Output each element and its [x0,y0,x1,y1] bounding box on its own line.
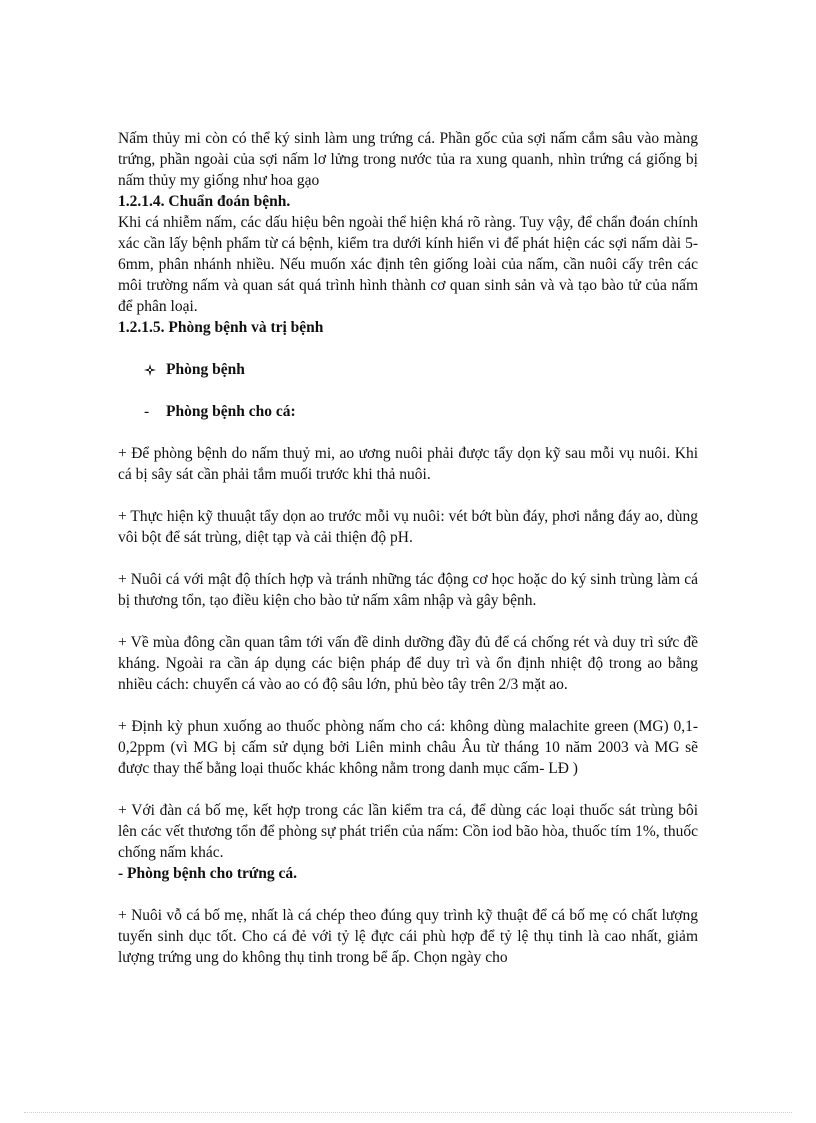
page-bottom-rule [24,1112,792,1113]
paragraph-fish-4: + Về mùa đông cần quan tâm tới vấn đề dinh dưỡng đầy đủ để cá chống rét và duy trì sức đề kháng. Ngoài ra cần áp dụng các biện pháp để duy trì và ổn định nhiệt độ trong ao bằng nhiều cách: chuyển cá vào ao có độ sâu lớn, phủ bèo tây trên 2/3 mặt ao. [118,634,698,693]
bullet-prevention [118,359,698,380]
dash-fish-label: Phòng bệnh cho cá: [166,403,296,420]
paragraph-fish-2: + Thực hiện kỹ thuuật tẩy dọn ao trước mỗi vụ nuôi: vét bớt bùn đáy, phơi nắng đáy ao, dùng vôi bột để sát trùng, diệt tạp và cải thiện độ pH. [118,508,698,546]
paragraph-diagnosis: Khi cá nhiễm nấm, các dấu hiệu bên ngoài thể hiện khá rõ ràng. Tuy vậy, để chẩn đoán chính xác cần lấy bệnh phẩm từ cá bệnh, kiểm tra dưới kính hiển vi để phát hiện các sợi nấm dài 5-6mm, phân nhánh nhiều. Nếu muốn xác định tên giống loài của nấm, cần nuôi cấy trên các môi trường nấm và quan sát quá trình hình thành cơ quan sinh sản và và tạo bào tử của nấm để phân loại. [118,214,698,315]
heading-diagnosis: 1.2.1.4. Chuẩn đoán bệnh. [118,193,291,210]
dash-fish-prevention [118,401,698,422]
dash-marker: - [144,403,150,420]
paragraph-intro: Nấm thủy mi còn có thể ký sinh làm ung trứng cá. Phần gốc của sợi nấm cắm sâu vào màng trứng, phần ngoài của sợi nấm lơ lửng trong nước tủa ra xung quanh, nhìn trứng cá giống bị nấm thủy my giống như hoa gạo [118,130,698,189]
paragraph-fish-3: + Nuôi cá với mật độ thích hợp và tránh những tác động cơ học hoặc do ký sinh trùng làm cá bị thương tổn, tạo điều kiện cho bào tử nấm xâm nhập và gây bệnh. [118,571,698,609]
bullet-prevention-label: Phòng bệnh [166,361,245,378]
paragraph-fish-1: + Để phòng bệnh do nấm thuỷ mi, ao ương nuôi phải được tẩy dọn kỹ sau mỗi vụ nuôi. Khi cá bị sây sát cần phải tắm muối trước khi thả nuôi. [118,445,698,483]
paragraph-egg-1: + Nuôi vỗ cá bố mẹ, nhất là cá chép theo đúng quy trình kỹ thuật để cá bố mẹ có chất lượng tuyến sinh dục tốt. Cho cá đẻ với tỷ lệ đực cái phù hợp để tỷ lệ thụ tinh là cao nhất, giảm lượng trứng ung do không thụ tinh trong bể ấp. Chọn ngày cho [118,907,698,966]
four-petal-diamond-icon [144,364,156,376]
heading-egg-prevention: - Phòng bệnh cho trứng cá. [118,865,297,882]
heading-prevention-treatment: 1.2.1.5. Phòng bệnh và trị bệnh [118,319,324,336]
paragraph-fish-5: + Định kỳ phun xuống ao thuốc phòng nấm cho cá: không dùng malachite green (MG) 0,1-0,2ppm (vì MG bị cấm sử dụng bởi Liên minh châu Âu từ tháng 10 năm 2003 và MG sẽ được thay thế bằng loại thuốc khác không nằm trong danh mục cấm- LĐ ) [118,718,698,777]
document-page [118,128,698,968]
paragraph-fish-6: + Với đàn cá bố mẹ, kết hợp trong các lần kiểm tra cá, để dùng các loại thuốc sát trùng bôi lên các vết thương tổn để phòng sự phát triển của nấm: Cồn iod bão hòa, thuốc tím 1%, thuốc chống nấm khác. [118,802,698,861]
